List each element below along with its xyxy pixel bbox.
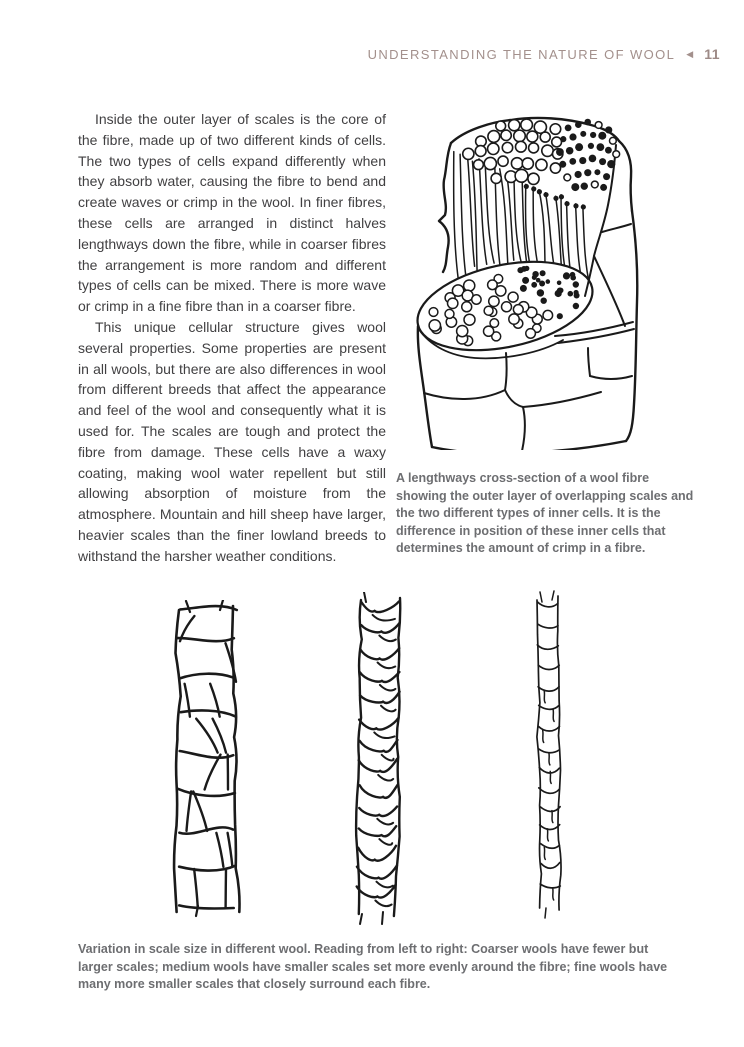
- coarse-wool-fibre-drawing: [168, 600, 248, 918]
- cross-section-caption: A lengthways cross-section of a wool fibre showing the outer layer of overlapping scales and the two different types of inner cells. It is the difference in position of these inner cells that determines the amount of crimp in a fibre.: [396, 471, 694, 556]
- page-number: 11: [704, 46, 720, 62]
- medium-wool-fibre-drawing: [352, 592, 410, 926]
- body-paragraph-2: This unique cellular structure gives wool several properties. Some properties are present in all wools, but there are also differences in wool from different breeds that affect the appearance and feel of the wool and consequently what it is used for. The scales are tough and protect the fibre from damage. These cells have a waxy coating, making wool water repellent but still allowing absorption of moisture from the atmosphere. Mountain and hill sheep have larger, heavier scales than the finer lowland breeds to withstand the harsher weather conditions.: [78, 318, 386, 564]
- scale-variation-caption: Variation in scale size in different wool. Reading from left to right: Coarser wools have fewer but larger scales; medium wools have smaller scales set more evenly around the fibre; fine wools have many more smaller scales that closely surround each fibre.: [78, 942, 668, 992]
- body-paragraph-1: Inside the outer layer of scales is the core of the fibre, made up of two different kinds of cells. The two types of cells expand differently when they absorb water, causing the fibre to bend and create waves or crimp in the wool. In finer fibres, these cells are arranged in distinct halves lengthways down the fibre, while in coarser fibres the arrangement is more random and different types of cells can be mixed. There is more wave or crimp in a fine fibre than in a coarser fibre.: [78, 111, 386, 315]
- body-text-column: [78, 109, 386, 567]
- cross-section-figure: [405, 110, 640, 455]
- running-header: [368, 46, 720, 62]
- fine-wool-fibre-drawing: [528, 590, 570, 924]
- wool-fibre-cross-section-drawing: [405, 110, 640, 450]
- left-triangle-icon: ◀: [686, 48, 694, 59]
- chapter-title: UNDERSTANDING THE NATURE OF WOOL: [367, 47, 676, 62]
